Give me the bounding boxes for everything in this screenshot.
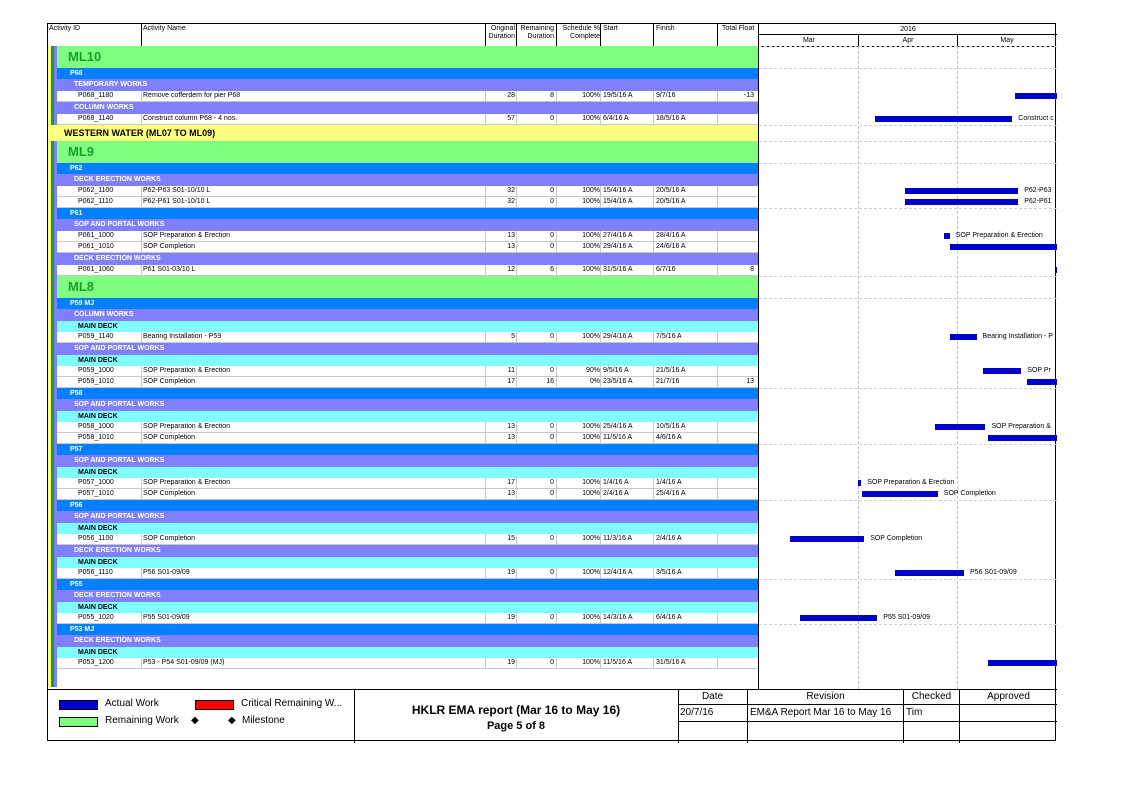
schedule-complete: 100% <box>582 479 600 486</box>
wbs-row <box>57 545 759 557</box>
remaining-duration: 0 <box>550 187 554 194</box>
gantt-bar <box>1015 93 1057 99</box>
schedule-complete: 0% <box>589 378 600 385</box>
wbs-label: P58 <box>70 390 83 397</box>
wbs-row <box>57 355 759 366</box>
wbs-label: SOP AND PORTAL WORKS <box>74 345 165 352</box>
activity-name: SOP Preparation & Erection <box>143 423 231 430</box>
finish-date: 9/7/16 <box>656 92 676 99</box>
page-number: Page 5 of 8 <box>486 720 546 732</box>
schedule-complete: 100% <box>582 198 600 205</box>
remaining-duration: 0 <box>550 333 554 340</box>
remaining-duration: 0 <box>550 659 554 666</box>
start-date: 15/4/16 A <box>603 187 633 194</box>
table-row <box>57 478 759 489</box>
footer-date-header: Date <box>701 691 724 702</box>
wbs-label: P61 <box>70 210 83 217</box>
start-date: 1/4/16 A <box>603 479 629 486</box>
remaining-duration: 0 <box>550 198 554 205</box>
original-duration: 19 <box>507 614 515 621</box>
footer-revision-value: EM&A Report Mar 16 to May 16 <box>750 707 892 718</box>
remaining-duration: 0 <box>550 243 554 250</box>
wbs-row <box>57 68 759 79</box>
finish-date: 2/4/16 A <box>656 535 682 542</box>
wbs-label: P62 <box>70 165 83 172</box>
wbs-row <box>57 174 759 186</box>
gantt-bar-label: SOP Preparation & Erection <box>955 232 1043 239</box>
wbs-label: DECK ERECTION WORKS <box>74 255 161 262</box>
wbs-label: P59 MJ <box>70 300 95 307</box>
schedule-complete: 100% <box>582 266 600 273</box>
gantt-bar-label: SOP Completion <box>943 490 996 497</box>
original-duration: 5 <box>511 333 515 340</box>
start-date: 29/4/16 A <box>603 333 633 340</box>
schedule-complete: 100% <box>582 232 600 239</box>
table-row <box>57 186 759 197</box>
start-date: 29/4/16 A <box>603 243 633 250</box>
wbs-row <box>57 467 759 478</box>
wbs-row <box>57 388 759 399</box>
legend-actual-label: Actual Work <box>105 698 159 709</box>
gantt-bar <box>858 480 861 486</box>
wbs-row <box>57 455 759 467</box>
wbs-label: SOP AND PORTAL WORKS <box>74 513 165 520</box>
wbs-label: MAIN DECK <box>78 649 118 656</box>
activity-id: P056_1110 <box>78 569 113 576</box>
activity-id: P058_1010 <box>78 434 114 441</box>
finish-date: 18/5/16 A <box>656 115 686 122</box>
start-date: 23/5/16 A <box>603 378 633 385</box>
table-row <box>57 377 759 388</box>
wbs-row <box>57 163 759 174</box>
page-footer <box>48 689 1057 743</box>
wbs-label: COLUMN WORKS <box>74 104 134 111</box>
wbs-label: DECK ERECTION WORKS <box>74 176 161 183</box>
activity-id: P056_1100 <box>78 535 114 542</box>
finish-date: 10/5/16 A <box>656 423 686 430</box>
activity-name: Construct column P68 - 4 nos. <box>143 115 238 122</box>
wbs-row <box>57 253 759 265</box>
start-date: 19/5/16 A <box>603 92 633 99</box>
activity-id: P053_1200 <box>78 659 114 666</box>
activity-id: P061_1060 <box>78 266 114 273</box>
schedule-complete: 100% <box>582 535 600 542</box>
legend-milestone-label: Milestone <box>242 715 285 726</box>
wbs-label: DECK ERECTION WORKS <box>74 592 161 599</box>
col-activity-name: Activity Name <box>143 25 186 32</box>
wbs-row <box>57 511 759 523</box>
legend-remaining-swatch <box>59 717 98 727</box>
schedule-complete: 100% <box>582 115 600 122</box>
activity-id: P057_1000 <box>78 479 114 486</box>
footer-revision-header: Revision <box>806 691 845 702</box>
wbs-label: ML10 <box>68 49 102 64</box>
wbs-label: WESTERN WATER (ML07 TO ML09) <box>64 128 216 138</box>
gantt-bar <box>983 368 1022 374</box>
gantt-bar <box>875 116 1012 122</box>
wbs-row <box>57 399 759 411</box>
wbs-row <box>57 602 759 613</box>
finish-date: 28/4/16 A <box>656 232 686 239</box>
original-duration: 19 <box>507 659 515 666</box>
table-row <box>57 91 759 102</box>
footer-checked-value: Tim <box>906 707 923 718</box>
activity-id: P059_1010 <box>78 378 114 385</box>
wbs-label: COLUMN WORKS <box>74 311 134 318</box>
wbs-row <box>48 125 759 141</box>
wbs-row <box>57 411 759 422</box>
wbs-row <box>57 298 759 309</box>
finish-date: 20/5/16 A <box>656 187 686 194</box>
activity-name: P62-P61 S01-10/10 L <box>143 198 211 205</box>
start-date: 27/4/16 A <box>603 232 633 239</box>
timeline-header <box>759 24 1057 47</box>
gantt-bar-label: SOP Preparation & Erection <box>867 479 955 486</box>
wbs-row <box>57 208 759 219</box>
wbs-row <box>57 79 759 91</box>
legend-milestone-diamond-icon: ◆ <box>228 715 236 726</box>
start-date: 11/5/16 A <box>603 434 633 441</box>
total-float: -13 <box>743 92 754 99</box>
wbs-row <box>57 557 759 568</box>
original-duration: 13 <box>507 434 515 441</box>
start-date: 11/5/16 A <box>603 659 633 666</box>
schedule-complete: 100% <box>582 187 600 194</box>
original-duration: 28 <box>507 92 515 99</box>
finish-date: 25/4/16 A <box>656 490 686 497</box>
timeline-month-apr: Apr <box>902 37 914 44</box>
wbs-label: MAIN DECK <box>78 357 118 364</box>
wbs-label: TEMPORARY WORKS <box>74 81 148 88</box>
wbs-row <box>57 343 759 355</box>
gantt-bar-label: P56 S01-09/09 <box>970 569 1017 576</box>
gantt-bar <box>950 334 977 340</box>
gantt-bar-label: P62-P61 <box>1024 198 1052 205</box>
table-row <box>57 366 759 377</box>
col-original-duration: Original Duration <box>488 25 515 40</box>
gantt-bar <box>950 244 1057 250</box>
wbs-row <box>57 523 759 534</box>
table-row <box>57 658 759 669</box>
wbs-label: ML9 <box>68 144 94 159</box>
finish-date: 6/4/16 A <box>656 614 682 621</box>
gantt-bar <box>1027 379 1057 385</box>
wbs-row <box>57 309 759 321</box>
activity-id: P059_1000 <box>78 367 114 374</box>
schedule-complete: 100% <box>582 333 600 340</box>
legend-remaining-diamond-icon: ◆ <box>191 715 199 726</box>
activity-name: Remove cofferdem for pier P68 <box>143 92 241 99</box>
activity-name: P56 S01-09/09 <box>143 569 190 576</box>
legend-actual-swatch <box>59 700 98 710</box>
schedule-complete: 100% <box>582 569 600 576</box>
activity-name: P62-P63 S01-10/10 L <box>143 187 211 194</box>
wbs-label: MAIN DECK <box>78 559 118 566</box>
start-date: 25/4/16 A <box>603 423 633 430</box>
activity-name: SOP Completion <box>143 535 196 542</box>
start-date: 11/3/16 A <box>603 535 633 542</box>
timeline-month-mar: Mar <box>802 37 816 44</box>
wbs-label: P53 MJ <box>70 626 95 633</box>
original-duration: 15 <box>507 535 515 542</box>
col-remaining-duration: Remaining Duration <box>520 25 554 40</box>
gantt-bar <box>790 536 865 542</box>
gantt-bar <box>800 615 877 621</box>
start-date: 14/3/16 A <box>603 614 633 621</box>
wbs-row <box>57 219 759 231</box>
remaining-duration: 0 <box>550 434 554 441</box>
schedule-complete: 100% <box>582 92 600 99</box>
start-date: 31/5/16 A <box>603 266 633 273</box>
col-schedule-complete: Schedule % Complete <box>562 25 600 40</box>
wbs-row <box>57 321 759 332</box>
schedule-complete: 100% <box>582 659 600 666</box>
remaining-duration: 8 <box>550 92 554 99</box>
wbs-row <box>57 141 759 163</box>
remaining-duration: 0 <box>550 115 554 122</box>
finish-date: 31/5/16 A <box>656 659 686 666</box>
gantt-chart <box>759 46 1057 689</box>
schedule-complete: 90% <box>585 367 600 374</box>
gantt-bar-label: SOP Completion <box>870 535 923 542</box>
gantt-bar <box>895 570 964 576</box>
wbs-label: MAIN DECK <box>78 323 118 330</box>
remaining-duration: 0 <box>550 569 554 576</box>
legend-critical-swatch <box>195 700 234 710</box>
table-row <box>57 568 759 579</box>
remaining-duration: 0 <box>550 490 554 497</box>
original-duration: 32 <box>507 187 515 194</box>
start-date: 9/5/16 A <box>603 367 629 374</box>
finish-date: 6/7/16 <box>656 266 676 273</box>
original-duration: 13 <box>507 232 515 239</box>
total-float: 13 <box>746 378 754 385</box>
gantt-bar <box>988 660 1057 666</box>
total-float: 8 <box>750 266 754 273</box>
schedule-complete: 100% <box>582 423 600 430</box>
wbs-label: P57 <box>70 446 83 453</box>
table-row <box>57 489 759 500</box>
wbs-label: SOP AND PORTAL WORKS <box>74 221 165 228</box>
finish-date: 4/6/16 A <box>656 434 682 441</box>
activity-id: P059_1140 <box>78 333 114 340</box>
activity-name: SOP Completion <box>143 434 196 441</box>
schedule-complete: 100% <box>582 490 600 497</box>
schedule-page <box>47 23 1056 741</box>
activity-name: SOP Completion <box>143 378 196 385</box>
start-date: 12/4/16 A <box>603 569 633 576</box>
finish-date: 24/6/16 A <box>656 243 686 250</box>
wbs-label: DECK ERECTION WORKS <box>74 547 161 554</box>
col-activity-id: Activity ID <box>49 25 81 32</box>
original-duration: 12 <box>507 266 515 273</box>
table-row <box>57 534 759 545</box>
start-date: 6/4/16 A <box>603 115 629 122</box>
original-duration: 57 <box>507 115 515 122</box>
gantt-bar-label: SOP Preparation & <box>991 423 1051 430</box>
activity-name: SOP Preparation & Erection <box>143 479 231 486</box>
wbs-label: P55 <box>70 581 83 588</box>
activity-id: P068_1180 <box>78 92 114 99</box>
wbs-label: SOP AND PORTAL WORKS <box>74 457 165 464</box>
finish-date: 3/5/16 A <box>656 569 682 576</box>
wbs-row <box>57 647 759 658</box>
wbs-label: ML8 <box>68 279 94 294</box>
wbs-label: MAIN DECK <box>78 525 118 532</box>
table-row <box>57 433 759 444</box>
gantt-bar-label: Construct c <box>1018 115 1054 122</box>
gantt-bar-label: P55 S01-09/09 <box>883 614 930 621</box>
col-start: Start <box>603 25 618 32</box>
wbs-label: DECK ERECTION WORKS <box>74 637 161 644</box>
wbs-row <box>57 635 759 647</box>
gantt-bar-label: SOP Pr <box>1027 367 1051 374</box>
wbs-row <box>57 500 759 511</box>
activity-id: P062_1110 <box>78 198 113 205</box>
original-duration: 17 <box>507 378 515 385</box>
col-finish: Finish <box>656 25 675 32</box>
activity-name: SOP Preparation & Erection <box>143 367 231 374</box>
gantt-bar <box>905 199 1018 205</box>
remaining-duration: 0 <box>550 535 554 542</box>
wbs-label: MAIN DECK <box>78 604 118 611</box>
activity-name: P55 S01-09/09 <box>143 614 190 621</box>
remaining-duration: 0 <box>550 614 554 621</box>
remaining-duration: 6 <box>550 266 554 273</box>
schedule-complete: 100% <box>582 614 600 621</box>
activity-name: SOP Completion <box>143 243 196 250</box>
gantt-bar <box>944 233 950 239</box>
activity-name: P53 - P54 S01-09/09 (MJ) <box>143 659 225 666</box>
wbs-label: P56 <box>70 502 83 509</box>
footer-date-value: 20/7/16 <box>680 707 714 718</box>
gantt-bar <box>862 491 938 497</box>
wbs-row <box>57 102 759 114</box>
activity-id: P061_1000 <box>78 232 114 239</box>
finish-date: 21/5/16 A <box>656 367 686 374</box>
original-duration: 13 <box>507 243 515 250</box>
gantt-bar <box>1056 267 1058 273</box>
timeline-month-may: May <box>1000 37 1014 44</box>
column-header <box>48 24 759 47</box>
original-duration: 11 <box>507 367 515 374</box>
table-row <box>57 231 759 242</box>
wbs-row <box>57 276 759 298</box>
start-date: 2/4/16 A <box>603 490 629 497</box>
finish-date: 7/5/16 A <box>656 333 682 340</box>
activity-id: P058_1000 <box>78 423 114 430</box>
finish-date: 20/5/16 A <box>656 198 686 205</box>
remaining-duration: 0 <box>550 423 554 430</box>
table-row <box>57 265 759 276</box>
schedule-complete: 100% <box>582 243 600 250</box>
wbs-label: P68 <box>70 70 83 77</box>
remaining-duration: 0 <box>550 479 554 486</box>
activity-name: SOP Preparation & Erection <box>143 232 231 239</box>
finish-date: 21/7/16 <box>656 378 680 385</box>
original-duration: 13 <box>507 490 515 497</box>
finish-date: 1/4/16 A <box>656 479 682 486</box>
gantt-bar <box>935 424 986 430</box>
table-row <box>57 332 759 343</box>
report-title: HKLR EMA report (Mar 16 to May 16) <box>411 703 621 717</box>
activity-id: P068_1140 <box>78 115 114 122</box>
gantt-bar-label: Bearing Installation - P <box>982 333 1053 340</box>
original-duration: 17 <box>507 479 515 486</box>
table-row <box>57 242 759 253</box>
remaining-duration: 0 <box>550 367 554 374</box>
wbs-row <box>57 46 759 68</box>
footer-checked-header: Checked <box>911 691 952 702</box>
activity-id: P061_1010 <box>78 243 114 250</box>
activity-id: P055_1020 <box>78 614 114 621</box>
activity-id: P062_1100 <box>78 187 114 194</box>
remaining-duration: 16 <box>546 378 554 385</box>
wbs-row <box>57 579 759 590</box>
table-row <box>57 114 759 125</box>
gantt-bar <box>905 188 1018 194</box>
wbs-row <box>57 624 759 635</box>
table-row <box>57 613 759 624</box>
remaining-duration: 0 <box>550 232 554 239</box>
gantt-bar-label: P62-P63 <box>1024 187 1052 194</box>
col-total-float: Total Float <box>722 25 755 32</box>
table-row <box>57 197 759 208</box>
legend-remaining-label: Remaining Work <box>105 715 179 726</box>
wbs-label: SOP AND PORTAL WORKS <box>74 401 165 408</box>
activity-name: SOP Completion <box>143 490 196 497</box>
wbs-row <box>57 444 759 455</box>
wbs-label: MAIN DECK <box>78 413 118 420</box>
footer-approved-header: Approved <box>987 691 1030 702</box>
activity-id: P057_1010 <box>78 490 114 497</box>
start-date: 15/4/16 A <box>603 198 633 205</box>
original-duration: 32 <box>507 198 515 205</box>
original-duration: 13 <box>507 423 515 430</box>
table-row <box>57 422 759 433</box>
gantt-bar <box>988 435 1057 441</box>
activity-name: P61 S01-03/10 L <box>143 266 196 273</box>
wbs-row <box>57 590 759 602</box>
activity-name: Bearing Installation - P59 <box>143 333 222 340</box>
schedule-complete: 100% <box>582 434 600 441</box>
timeline-year: 2016 <box>759 25 1057 35</box>
wbs-label: MAIN DECK <box>78 469 118 476</box>
original-duration: 19 <box>507 569 515 576</box>
legend-critical-label: Critical Remaining W... <box>241 698 343 709</box>
